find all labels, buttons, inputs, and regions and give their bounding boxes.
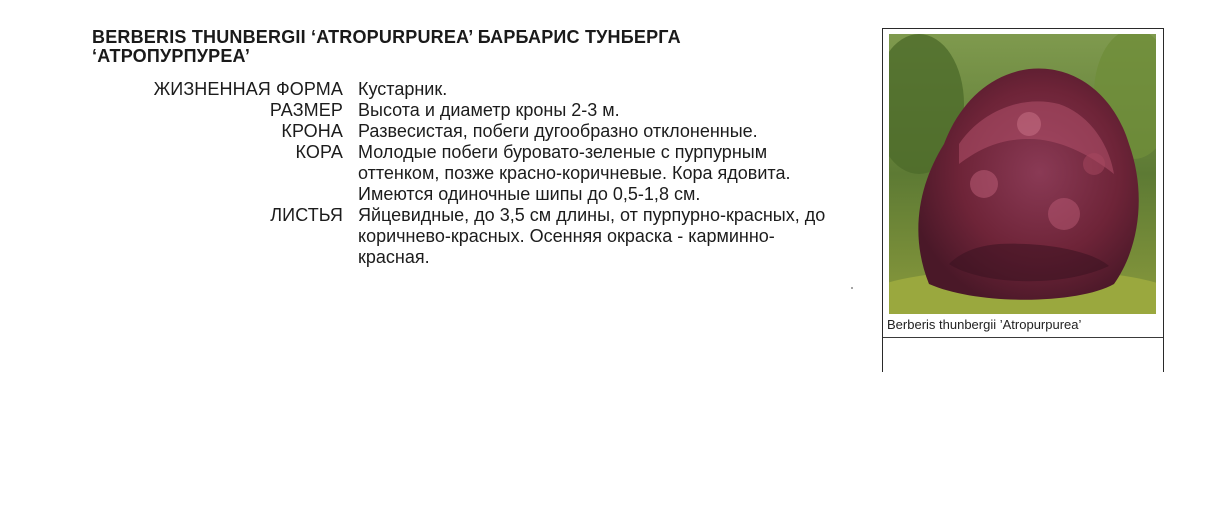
property-row-size [92,100,852,121]
property-value-leaves: Яйцевидные, до 3,5 см длины, от пурпурно-красных, до коричнево-красных. Осенняя окраска - карминно-красная. [358,205,826,267]
property-label-bark: КОРА [295,142,343,162]
property-label-size: РАЗМЕР [269,100,343,120]
leaf-cluster [1017,112,1041,136]
property-row-crown [92,121,852,142]
property-value-size: Высота и диаметр кроны 2-3 м. [358,100,620,120]
property-value-life-form: Кустарник. [358,79,448,99]
property-row-life-form [92,79,852,100]
leaf-cluster [970,170,998,198]
photo-caption: Berberis thunbergii ’Atropurpurea’ [887,317,1082,332]
caption-divider [883,337,1163,338]
property-label-life-form: ЖИЗНЕННАЯ ФОРМА [153,79,343,99]
scan-speck [851,287,853,289]
property-label-crown: КРОНА [281,121,343,141]
leaf-cluster [1048,198,1080,230]
photo-frame [882,28,1164,372]
leaf-cluster [1083,153,1105,175]
property-value-crown: Развесистая, побеги дугообразно отклоненные. [358,121,758,141]
properties-list [92,79,852,319]
property-label-leaves: ЛИСТЬЯ [270,205,343,225]
property-row-leaves [92,205,852,268]
property-value-bark: Молодые побеги буровато-зеленые с пурпурным оттенком, позже красно-коричневые. Кора ядовита. Имеются одиночные шипы до 0,5-1,8 см. [358,142,791,204]
page-title: BERBERIS THUNBERGII ‘ATROPURPUREA’ БАРБАРИС ТУНБЕРГА ‘АТРОПУРПУРЕА’ [92,27,681,66]
barberry-shrub-photo [889,34,1156,314]
property-row-bark [92,142,852,205]
